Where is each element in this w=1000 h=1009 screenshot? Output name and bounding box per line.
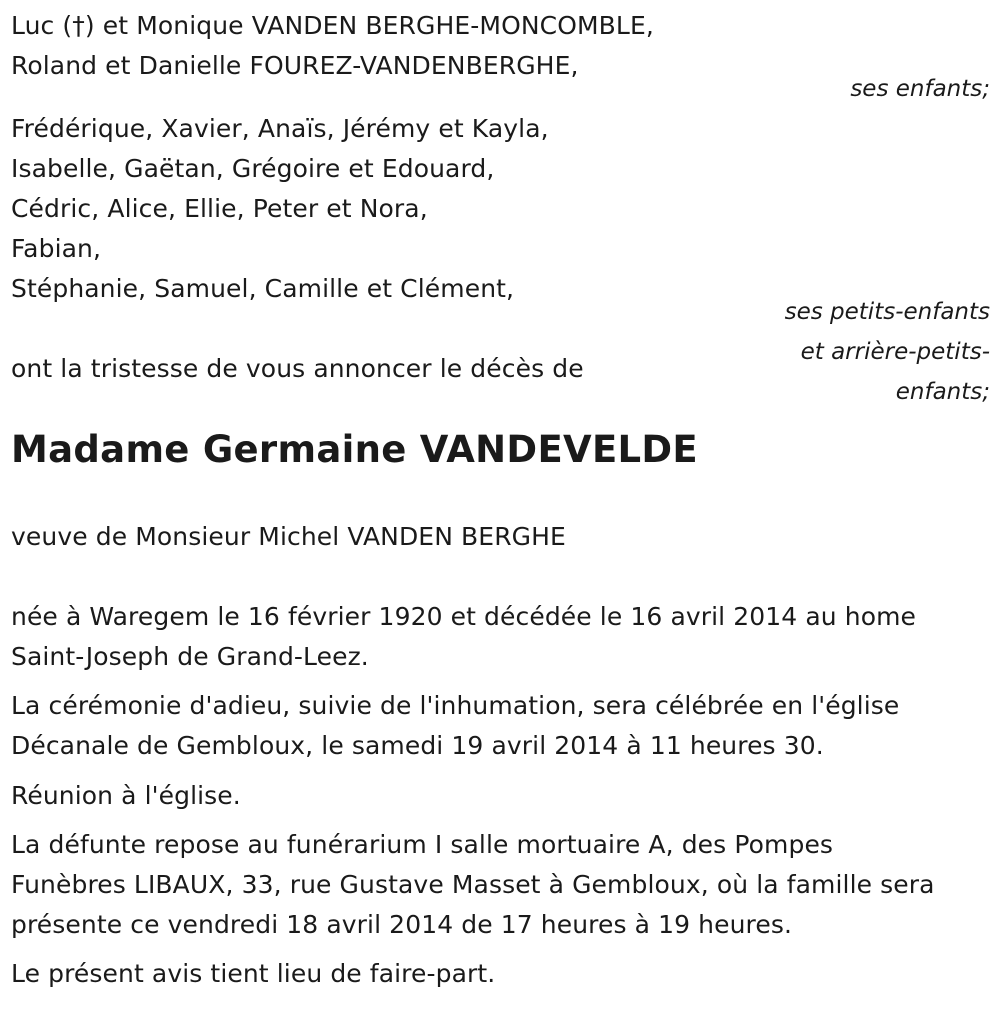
children-line: Luc (†) et Monique VANDEN BERGHE-MONCOMBLE, [11, 11, 654, 40]
deceased-name: Madame Germaine VANDEVELDE [11, 428, 698, 471]
funeral-home-line: présente ce vendredi 18 avril 2014 de 17 heures à 19 heures. [11, 910, 793, 939]
grandchildren-role: ses petits-enfants [784, 299, 990, 325]
birth-death-line: Saint-Joseph de Grand-Leez. [11, 642, 369, 671]
funeral-home-line: Funèbres LIBAUX, 33, rue Gustave Masset à Gembloux, où la famille sera [11, 870, 935, 899]
children-role: ses enfants; [850, 76, 990, 102]
ceremony-line: Décanale de Gembloux, le samedi 19 avril 2014 à 11 heures 30. [11, 731, 824, 760]
grandchildren-role: enfants; [895, 379, 990, 405]
widow-of: veuve de Monsieur Michel VANDEN BERGHE [11, 522, 566, 551]
grandchildren-line: Stéphanie, Samuel, Camille et Clément, [11, 274, 515, 303]
grandchildren-line: Fabian, [11, 234, 102, 263]
meeting-line: Réunion à l'église. [11, 781, 241, 810]
closing-line: Le présent avis tient lieu de faire-part. [11, 959, 496, 988]
grandchildren-line: Isabelle, Gaëtan, Grégoire et Edouard, [11, 154, 495, 183]
children-line: Roland et Danielle FOUREZ-VANDENBERGHE, [11, 51, 579, 80]
grandchildren-line: Cédric, Alice, Ellie, Peter et Nora, [11, 194, 428, 223]
ceremony-line: La cérémonie d'adieu, suivie de l'inhumation, sera célébrée en l'église [11, 691, 900, 720]
announcement: ont la tristesse de vous annoncer le décès de [11, 354, 584, 383]
grandchildren-line: Frédérique, Xavier, Anaïs, Jérémy et Kayla, [11, 114, 549, 143]
funeral-home-line: La défunte repose au funérarium I salle mortuaire A, des Pompes [11, 830, 834, 859]
grandchildren-role: et arrière-petits- [800, 339, 990, 365]
birth-death-line: née à Waregem le 16 février 1920 et décédée le 16 avril 2014 au home [11, 602, 917, 631]
